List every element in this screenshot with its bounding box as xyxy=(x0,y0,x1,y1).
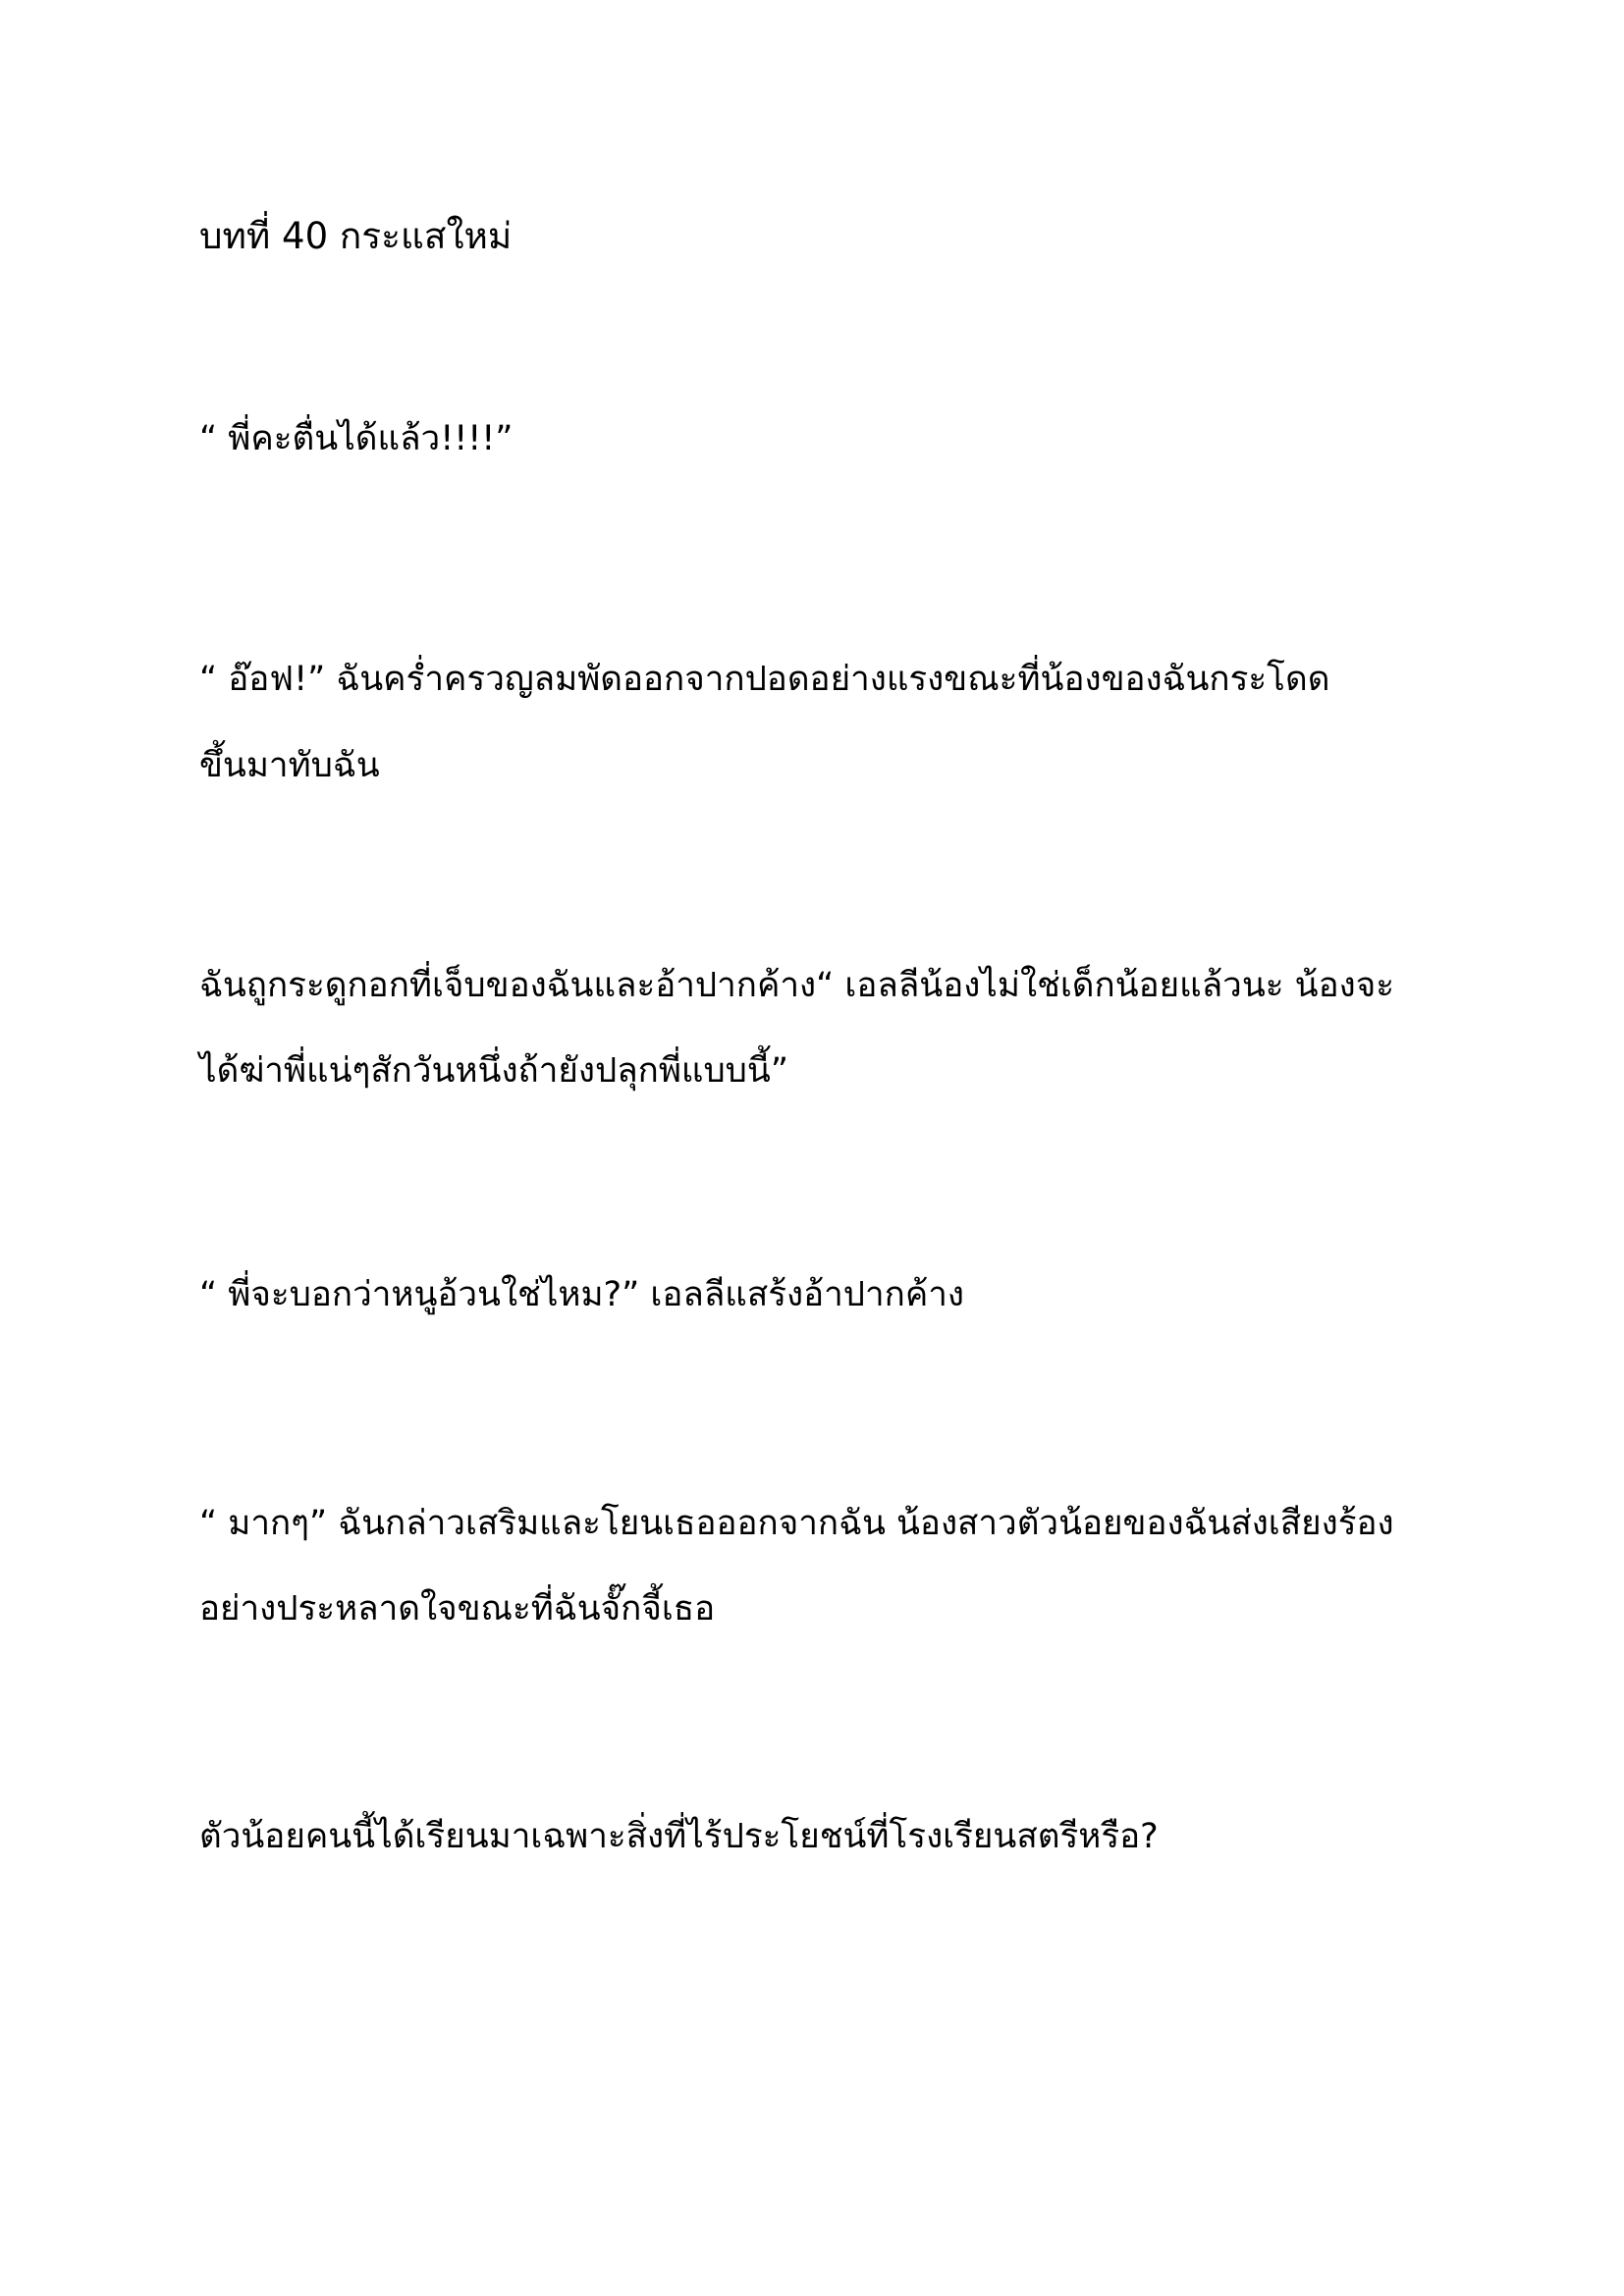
paragraph-line: “ มากๆ” ฉันกล่าวเสริมและโยนเธอออกจากฉัน น้องสาวตัวน้อยของฉันส่งเสียงร้อง xyxy=(199,1504,1394,1543)
paragraph-line: “ พี่คะตื่นได้แล้ว!!!!” xyxy=(199,419,514,458)
paragraph-line: ฉันถูกระดูกอกที่เจ็บของฉันและอ้าปากค้าง“ เอลลีน้องไม่ใช่เด็กน้อยแล้วนะ น้องจะ xyxy=(199,966,1395,1005)
chapter-title: บทที่ 40 กระแสใหม่ xyxy=(199,215,513,257)
paragraph-line: “ พี่จะบอกว่าหนูอ้วนใช่ไหม?” เอลลีแสร้งอ้าปากค้าง xyxy=(199,1275,964,1314)
paragraph-line: อย่างประหลาดใจขณะที่ฉันจั๊กจี้เธอ xyxy=(199,1589,716,1629)
paragraph-line: ขึ้นมาทับฉัน xyxy=(199,746,380,785)
paragraph-line: “ อ๊อฟ!” ฉันคร่ำครวญลมพัดออกจากปอดอย่างแรงขณะที่น้องของฉันกระโดด xyxy=(199,660,1330,699)
paragraph-line: ตัวน้อยคนนี้ได้เรียนมาเฉพาะสิ่งที่ไร้ประโยชน์ที่โรงเรียนสตรีหรือ? xyxy=(199,1817,1159,1856)
paragraph-line: ได้ฆ่าพี่แน่ๆสักวันหนึ่งถ้ายังปลุกพี่แบบนี้” xyxy=(199,1051,788,1091)
